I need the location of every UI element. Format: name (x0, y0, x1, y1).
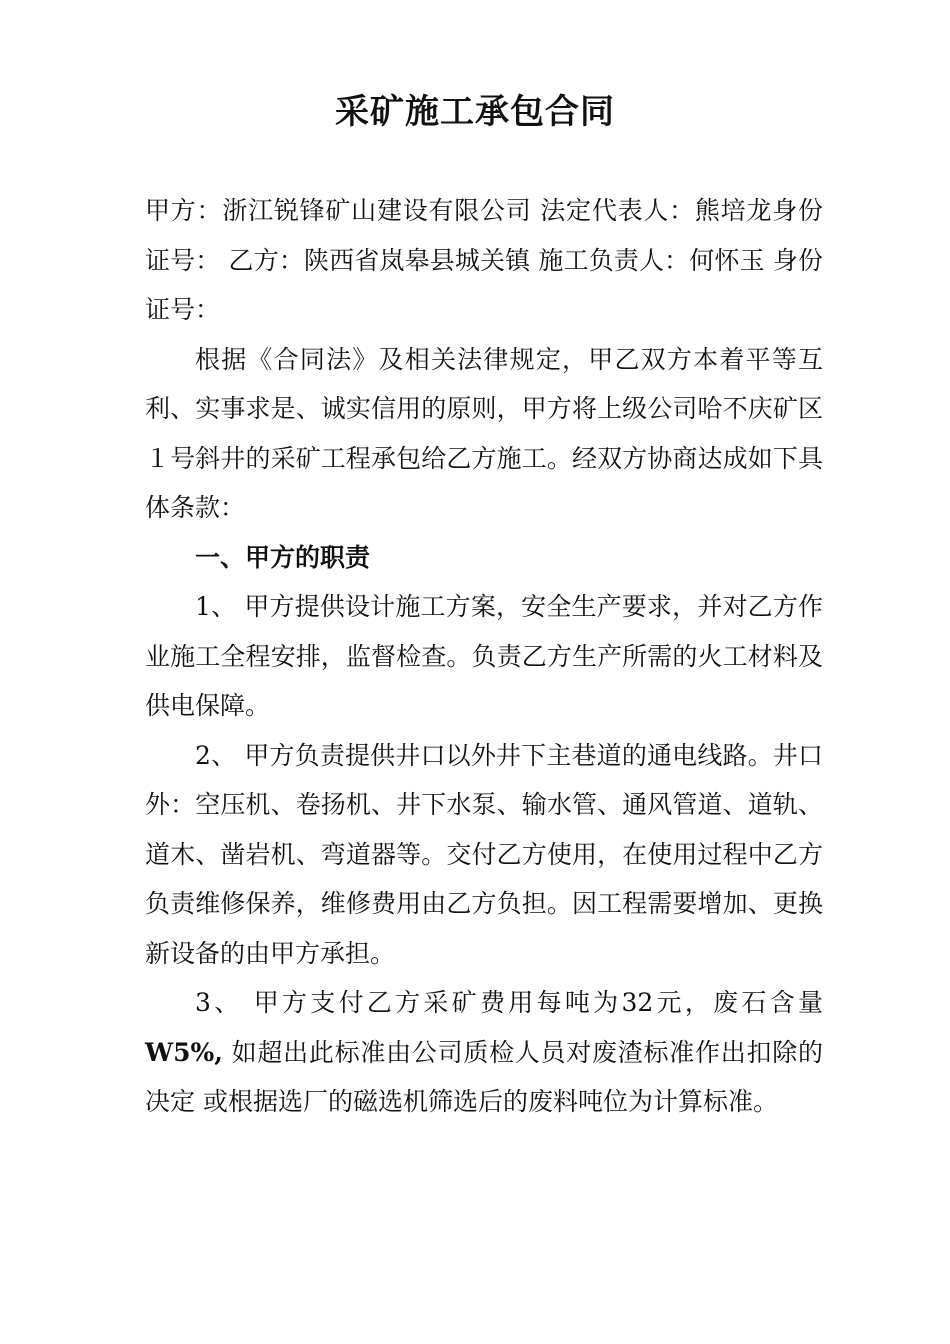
intro-paragraph: 根据《合同法》及相关法律规定，甲乙双方本着平等互利、实事求是、诚实信用的原则，甲方将上级公司哈不庆矿区１号斜井的采矿工程承包给乙方施工。经双方协商达成如下具体条款： (145, 344, 823, 522)
clause-3-price: 32 (621, 988, 654, 1017)
section-heading-party-a-duties: 一、甲方的职责 (195, 542, 371, 572)
parties-paragraph: 甲方：浙江锐锋矿山建设有限公司 法定代表人：熊培龙身份证号： 乙方：陕西省岚皋县城关镇 施工负责人：何怀玉 身份证号： (145, 196, 823, 324)
clause-3-prefix: 3、 甲方支付乙方采矿费用每吨为 (195, 988, 622, 1017)
clause-3 (145, 978, 823, 1127)
clause-3-waste-limit: W5%, (145, 1037, 223, 1067)
clause-3-suffix: 如超出此标准由公司质检人员对废渣标准作出扣除的决定 或根据选厂的磁选机筛选后的废料吨位为计算标准。 (145, 1037, 823, 1116)
clause-1: 1、 甲方提供设计施工方案，安全生产要求，并对乙方作业施工全程安排，监督检查。负责乙方生产所需的火工材料及供电保障。 (145, 592, 823, 720)
document-body (145, 186, 823, 1127)
clause-3-middle: 元，废石含量 (653, 988, 823, 1017)
document-title: 采矿施工承包合同 (335, 92, 615, 132)
clause-2: 2、 甲方负责提供井口以外井下主巷道的通电线路。井口外：空压机、卷扬机、井下水泵、输水管、通风管道、道轨、道木、凿岩机、弯道器等。交付乙方使用，在使用过程中乙方负责维修保养，维修费用由乙方负担。因工程需要增加、更换新设备的由甲方承担。 (145, 740, 823, 968)
